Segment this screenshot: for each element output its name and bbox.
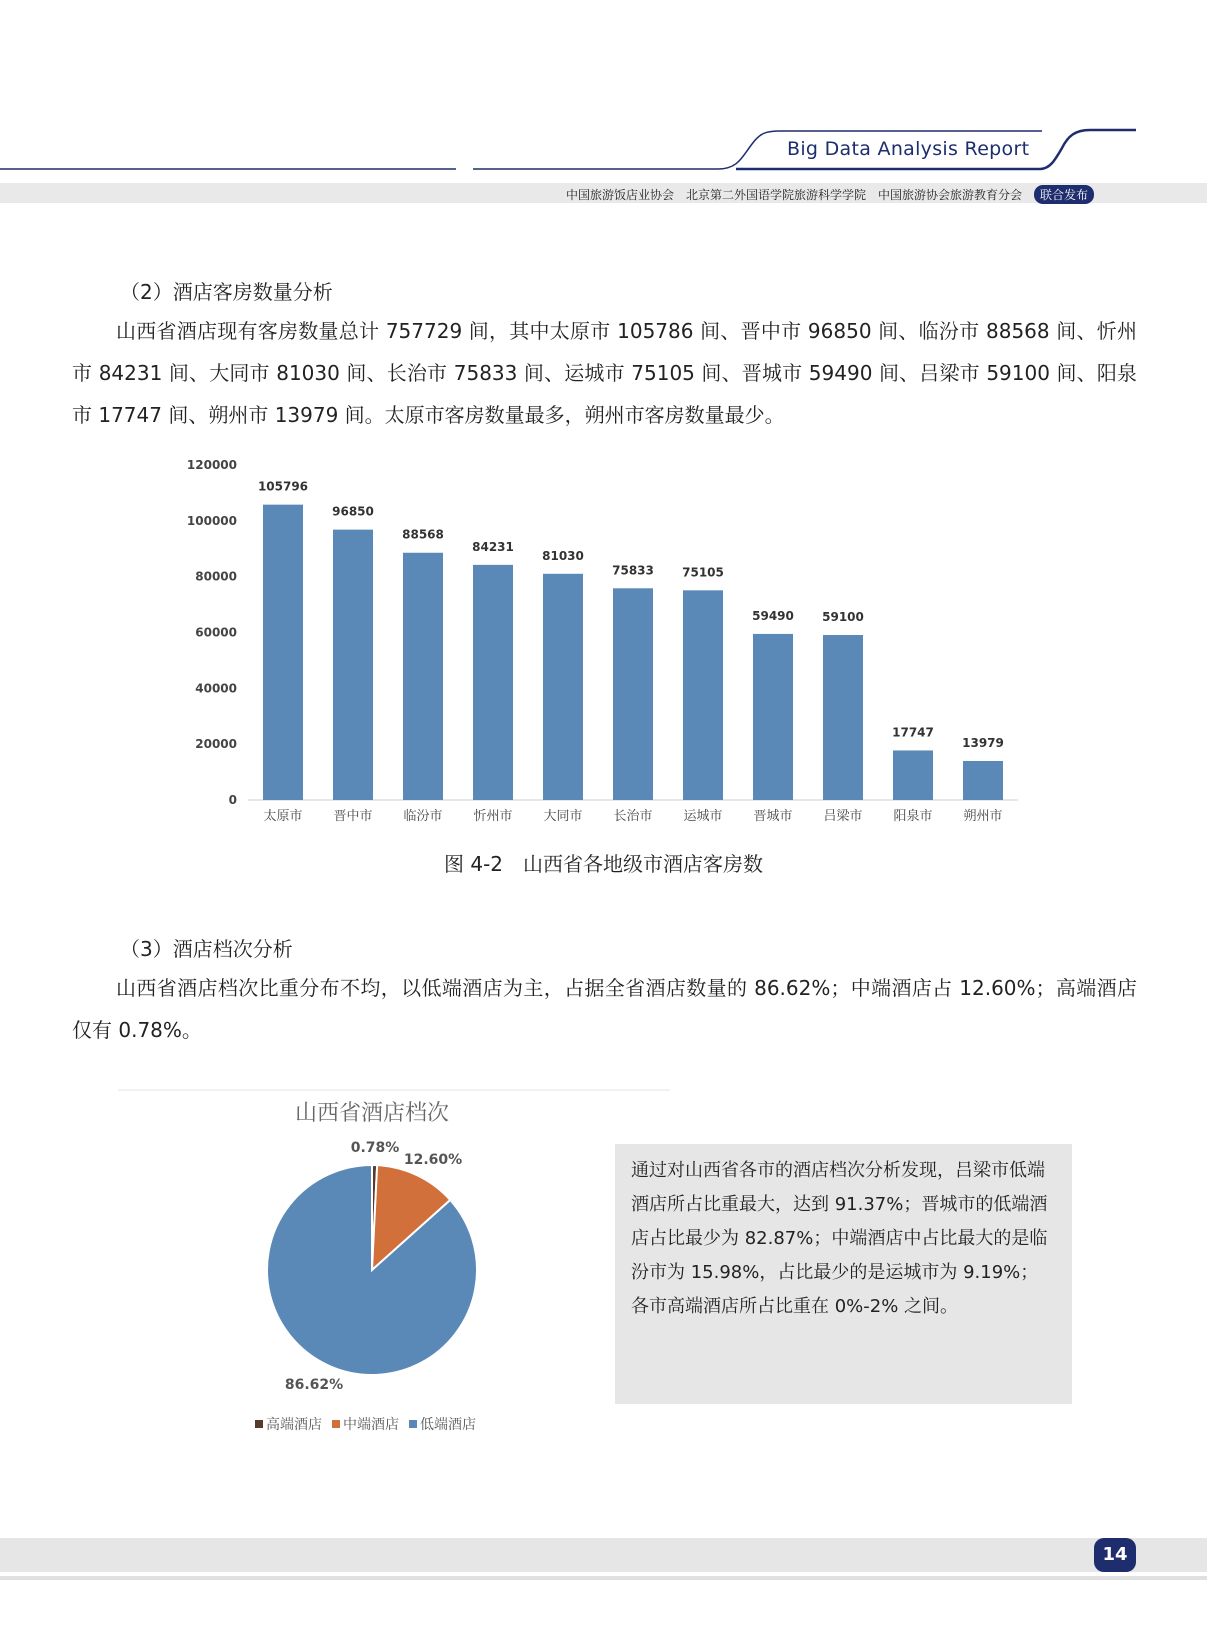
x-tick-label: 晋中市 xyxy=(333,809,373,824)
y-tick-label: 20000 xyxy=(195,737,237,752)
bar-data-label: 84231 xyxy=(472,539,514,554)
section-2-title: （2）酒店客房数量分析 xyxy=(120,280,333,304)
bar xyxy=(543,574,583,800)
y-tick-label: 100000 xyxy=(186,513,237,528)
bar xyxy=(263,505,303,800)
x-tick-label: 阳泉市 xyxy=(893,809,933,824)
bar-data-label: 75833 xyxy=(612,563,654,578)
section-2-paragraph: 山西省酒店现有客房数量总计 757729 间，其中太原市 105786 间、晋中市 96850 间、临汾市 88568 间、忻州市 84231 间、大同市 81030 间、长治市 75833 间、运城市 75105 间、晋城市 59490 间、吕梁市 59100 间、阳泉市 17747 间、朔州市 13979 间。太原市客房数量最多，朔州市客房数量最少。 xyxy=(72,319,1137,427)
x-tick-label: 运城市 xyxy=(683,809,723,824)
legend-swatch-low xyxy=(409,1420,417,1428)
x-tick-label: 大同市 xyxy=(543,809,583,824)
bar xyxy=(613,588,653,800)
x-tick-label: 晋城市 xyxy=(753,809,793,824)
bar xyxy=(333,530,373,800)
bar-data-label: 96850 xyxy=(332,504,374,519)
publisher-2: 北京第二外国语学院旅游科学学院 xyxy=(685,188,866,202)
info-box-text: 通过对山西省各市的酒店档次分析发现，吕梁市低端酒店所占比重最大，达到 91.37%；晋城市的低端酒店占比最少为 82.87%；中端酒店中占比最大的是临汾市为 15.98%，占比最少的是运城市为 9.19%；各市高端酒店所占比重在 0%-2% 之间。 xyxy=(631,1160,1048,1317)
publisher-3: 中国旅游协会旅游教育分会 xyxy=(877,188,1022,202)
y-tick-label: 0 xyxy=(228,793,237,807)
bar-data-label: 13979 xyxy=(962,735,1004,750)
pie-slice-label: 86.62% xyxy=(284,1377,344,1393)
x-tick-label: 长治市 xyxy=(613,809,653,824)
joint-release-badge: 联合发布 xyxy=(1034,185,1094,204)
legend-label-low: 低端酒店 xyxy=(420,1417,476,1433)
page-number: 14 xyxy=(1094,1538,1136,1572)
pie-title: 山西省酒店档次 xyxy=(294,1101,450,1126)
y-tick-label: 60000 xyxy=(195,625,237,640)
legend-swatch-high xyxy=(255,1420,263,1428)
x-tick-label: 吕梁市 xyxy=(823,809,863,824)
legend-swatch-mid xyxy=(332,1420,340,1428)
report-title: Big Data Analysis Report xyxy=(787,138,1030,160)
bar-data-label: 59490 xyxy=(752,608,794,623)
bar-data-label: 88568 xyxy=(402,527,444,542)
legend-item-low xyxy=(409,1414,476,1434)
bar-data-label: 105796 xyxy=(257,479,309,494)
bar xyxy=(473,565,513,800)
figure-caption: 图 4-2 山西省各地级市酒店客房数 xyxy=(443,852,764,876)
bar xyxy=(823,635,863,800)
info-box xyxy=(615,1144,1072,1404)
footer-line xyxy=(0,1576,1207,1580)
bar xyxy=(963,761,1003,800)
pie-slice-label: 12.60% xyxy=(403,1152,463,1168)
x-tick-label: 朔州市 xyxy=(963,809,1003,824)
footer-band xyxy=(0,1538,1207,1572)
x-tick-label: 太原市 xyxy=(263,809,303,824)
pie-slice-label: 0.78% xyxy=(350,1140,400,1156)
bar-data-label: 75105 xyxy=(682,565,724,580)
bar xyxy=(403,553,443,800)
x-tick-label: 临汾市 xyxy=(403,809,443,824)
legend-item-high xyxy=(255,1414,322,1434)
publisher-1: 中国旅游饭店业协会 xyxy=(565,188,674,202)
x-tick-label: 忻州市 xyxy=(473,809,513,824)
bar-data-label: 17747 xyxy=(892,725,934,740)
y-tick-label: 40000 xyxy=(195,681,237,696)
pie-legend xyxy=(255,1414,476,1434)
bar xyxy=(683,590,723,800)
bar xyxy=(753,634,793,800)
legend-label-mid: 中端酒店 xyxy=(343,1417,399,1433)
legend-item-mid xyxy=(332,1414,399,1434)
y-tick-label: 120000 xyxy=(186,458,237,472)
y-tick-label: 80000 xyxy=(195,569,237,584)
legend-label-high: 高端酒店 xyxy=(266,1417,322,1433)
section-3-title: （3）酒店档次分析 xyxy=(120,937,293,961)
bar-data-label: 81030 xyxy=(542,548,584,563)
bar xyxy=(893,750,933,800)
bar-data-label: 59100 xyxy=(822,610,864,625)
section-3-paragraph: 山西省酒店档次比重分布不均，以低端酒店为主，占据全省酒店数量的 86.62%；中端酒店占 12.60%；高端酒店仅有 0.78%。 xyxy=(72,976,1137,1042)
hotel-grade-pie-chart xyxy=(0,1080,700,1410)
